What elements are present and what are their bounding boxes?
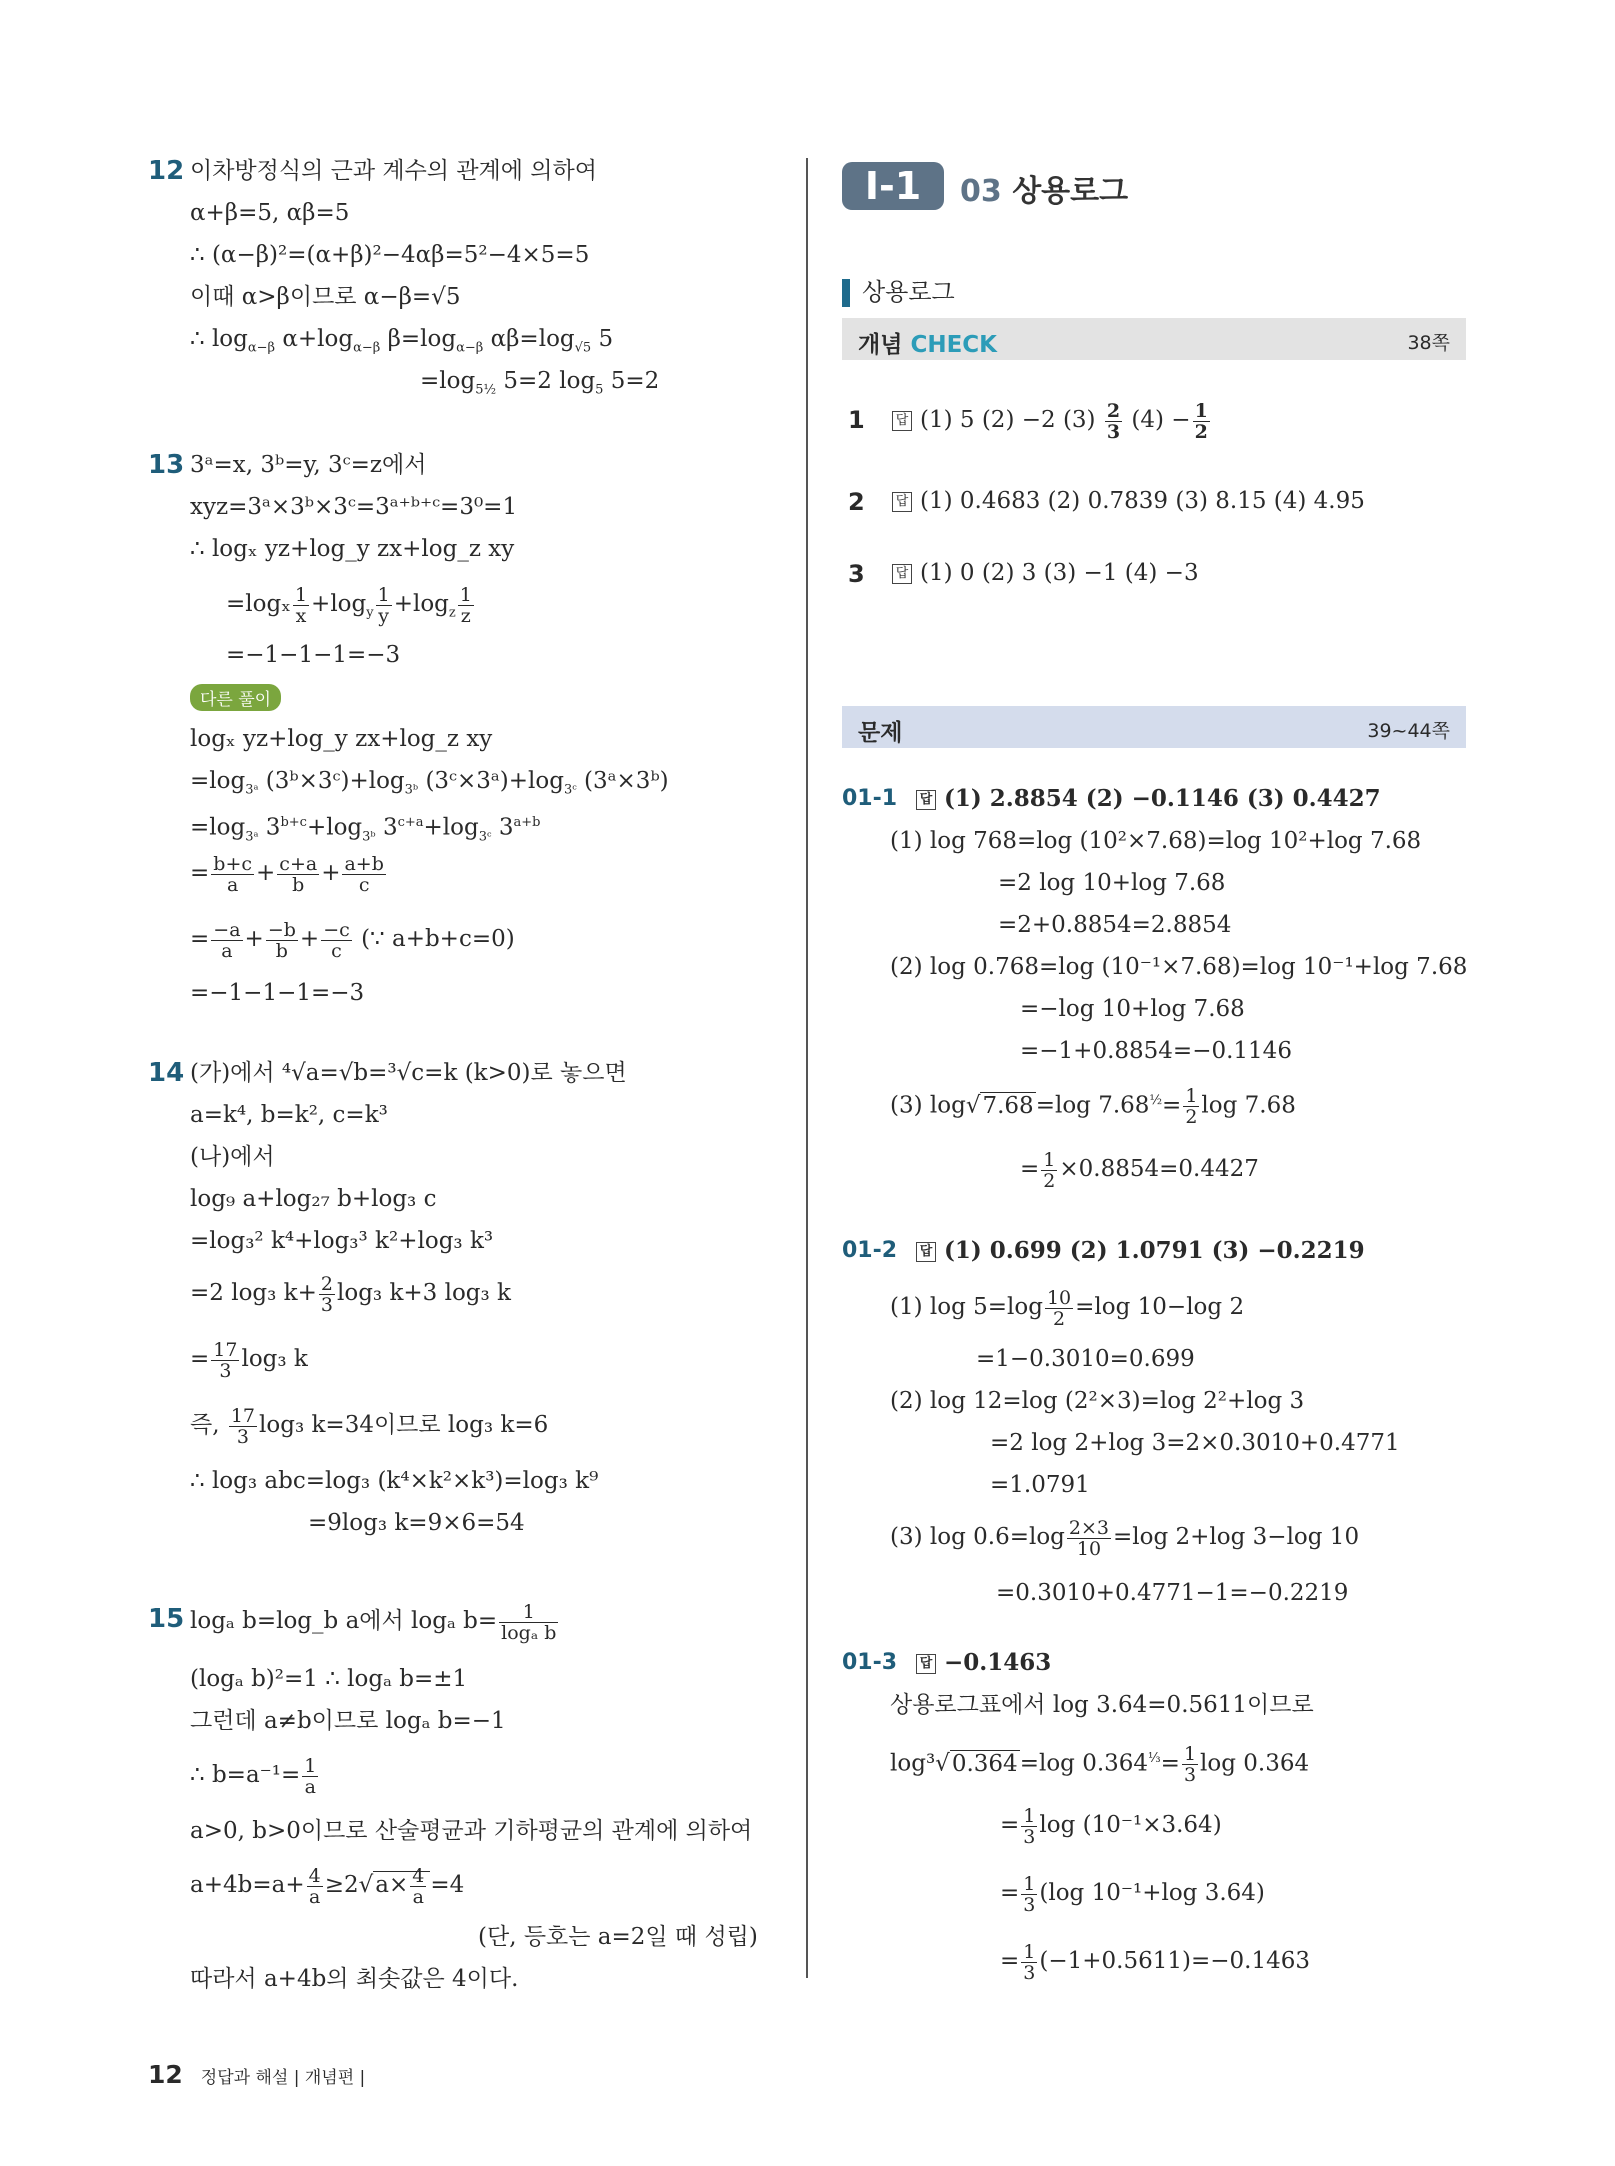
math-line: $=\log_{3ᵃ}$ $(3ᵇ\times 3ᶜ)+\log_{3ᵇ}$ $(3ᶜ\times 3ᵃ)+\log_{3ᶜ}$ (3ᵃ×3ᵇ) <box>190 768 669 798</box>
fraction: $\frac{2\times 3}{10}$ <box>1068 1516 1110 1560</box>
page-footer <box>148 2060 365 2089</box>
math-line: ∴ $\log_{\alpha-\beta} \alpha+\log_{\alpha-\beta}$ $\beta=\log_{\alpha-\beta}$ $\alpha\beta=\log_{√5}$ 5 <box>190 326 614 356</box>
math-text: log <box>890 1750 926 1777</box>
fraction: $\frac{4}{a}$ <box>412 1864 425 1908</box>
footer-text: 정답과 해설 | 개념편 | <box>200 2068 366 2088</box>
text-line: (나)에서 <box>190 1144 275 1170</box>
section-heading-text: 상용로그 <box>862 278 955 306</box>
math-text: logₐ b=log_b a에서 logₐ b= <box>190 1608 498 1634</box>
note-text: (∵ a+b+c=0) <box>361 926 515 952</box>
problem-number-text: 01-1 <box>842 786 898 811</box>
fraction: $\frac{1}{z}$ <box>459 583 472 627</box>
math-line: = $\frac{1}{2}$ ×0.8854=0.4427 <box>1020 1148 1259 1192</box>
section-heading <box>842 272 955 307</box>
math-text: (log 10⁻¹+log 3.64) <box>1039 1880 1265 1906</box>
math-line: 이때 α>β이므로 α−β=√5 <box>190 284 461 310</box>
math-line: (logₐ b)²=1 ∴ logₐ b=±1 <box>190 1666 468 1692</box>
math-text: ∴ b=a⁻¹= <box>190 1762 301 1788</box>
math-text: ∴ log <box>190 326 248 352</box>
fraction: $\frac{17}{3}$ <box>230 1404 256 1448</box>
answer-mark-icon: 답 <box>892 564 912 584</box>
math-line: =2+0.8854=2.8854 <box>998 912 1232 938</box>
math-line: =−1+0.8854=−0.1146 <box>1020 1038 1292 1064</box>
math-line: logₓ yz+log_y zx+log_z xy <box>190 726 493 752</box>
math-text: (1) log 5=log <box>890 1294 1043 1320</box>
unit-number: 03 <box>960 174 1002 209</box>
check-number: 3 <box>848 560 865 588</box>
check-number: 2 <box>848 488 865 516</box>
problem-number <box>842 1650 897 1675</box>
answer-mark-icon: 답 <box>916 1654 936 1674</box>
math-text: =log 2+log 3−log 10 <box>1113 1524 1360 1550</box>
answer-text: (1) 5 (2) −2 (3) <box>920 407 1096 433</box>
fraction: $\frac{1}{3}$ <box>1023 1940 1036 1984</box>
math-text: =log <box>420 368 476 394</box>
math-line: xyz=3ᵃ×3ᵇ×3ᶜ=3ᵃ⁺ᵇ⁺ᶜ=3⁰=1 <box>190 494 518 520</box>
answer-text: −0.1463 <box>944 1649 1052 1676</box>
text-line: 상용로그표에서 log 3.64=0.5611이므로 <box>890 1692 1314 1718</box>
math-line: = $\frac{1}{3}$ (log 10⁻¹+log 3.64) <box>1000 1872 1265 1916</box>
answer-text: (4) − <box>1131 407 1191 433</box>
problem-number: 12 <box>148 156 185 186</box>
answer-mark-icon: 답 <box>892 492 912 512</box>
concept-check-title <box>858 326 997 359</box>
problem-number-text: 01-2 <box>842 1238 898 1263</box>
math-line: $=\log_{5\frac{1}{2}}$ 5=2 $\log_5 5=2$ <box>420 368 660 398</box>
fraction: $\frac{1}{3}$ <box>1023 1804 1036 1848</box>
math-line: = $\frac{17}{3}$ log₃ k <box>190 1338 308 1382</box>
math-line: $=\log_{3ᵃ}$ $3^{b+c}+\log_{3ᵇ}$ $3^{c+a}+\log_{3ᶜ}$ $3^{a+b}$ <box>190 814 541 845</box>
fraction: $\frac{a+b}{c}$ <box>344 852 384 896</box>
math-text: (3) log 0.6=log <box>890 1524 1065 1550</box>
math-text: =log 10−log 2 <box>1075 1294 1245 1320</box>
fraction: $\frac{1}{2}$ <box>1185 1085 1198 1129</box>
math-line: ∴ logₓ yz+log_y zx+log_z xy <box>190 536 515 562</box>
fraction: $\frac{10}{2}$ <box>1046 1286 1072 1330</box>
fraction: $\frac{2}{3}$ <box>1106 399 1121 443</box>
math-text: (3) log <box>890 1092 966 1119</box>
problem-number <box>842 786 897 811</box>
math-line: log₉ a+log₂₇ b+log₃ c <box>190 1186 437 1212</box>
math-line: =1−0.3010=0.699 <box>976 1346 1195 1372</box>
math-line: (2) log 12=log (2²×3)=log 2²+log 3 <box>890 1388 1305 1414</box>
page-ref: 38쪽 <box>1407 332 1450 354</box>
fraction: $\frac{1}{3}$ <box>1023 1872 1036 1916</box>
note-text: (단, 등호는 a=2일 때 성립) <box>478 1924 758 1950</box>
fraction: $\frac{1}{x}$ <box>294 583 308 627</box>
math-line: = $\frac{-a}{a}$ + $\frac{-b}{b}$ + $\frac{-c}{c}$ (∵ a+b+c=0) <box>190 918 515 962</box>
answer-line <box>892 486 1365 516</box>
unit-title <box>960 166 1128 210</box>
math-line: a+4b=a+ $\frac{4}{a}$ ≥2√a× $\frac{4}{a}$ =4 <box>190 1864 465 1908</box>
math-line: =9log₃ k=9×6=54 <box>308 1510 525 1536</box>
math-text: 즉, <box>190 1412 220 1438</box>
math-line <box>190 1598 560 1644</box>
concept-check-bar <box>842 318 1466 360</box>
math-line: =logₓ $\frac{1}{x}$ $+\log_y$ $\frac{1}{y}$ $+\log_z$ $\frac{1}{z}$ <box>226 583 472 627</box>
answer-line <box>916 1648 1051 1678</box>
fraction: $\frac{2}{3}$ <box>320 1272 333 1316</box>
math-line: (2) log 0.768=log (10⁻¹×7.68)=log 10⁻¹+log 7.68 <box>890 954 1468 980</box>
math-line <box>190 1402 548 1448</box>
math-line: =log₃² k⁴+log₃³ k²+log₃ k³ <box>190 1228 494 1254</box>
math-line: =2 log₃ k+ $\frac{2}{3}$ log₃ k+3 log₃ k <box>190 1272 511 1316</box>
fraction: $\frac{1}{a}$ <box>304 1754 317 1798</box>
text-line: 이차방정식의 근과 계수의 관계에 의하여 <box>190 158 597 184</box>
problem-number: 15 <box>148 1604 185 1634</box>
problem-number <box>842 1238 897 1263</box>
math-line: =−log 10+log 7.68 <box>1020 996 1245 1022</box>
problem-number-text: 01-3 <box>842 1650 898 1675</box>
page-number: 12 <box>148 2060 183 2089</box>
fraction: $\frac{-a}{a}$ <box>213 918 241 962</box>
bar-title-accent: CHECK <box>910 332 997 358</box>
problem-number: 14 <box>148 1058 185 1088</box>
bar-title-text: 개념 <box>858 332 911 358</box>
fraction: $\frac{1}{3}$ <box>1183 1743 1197 1787</box>
math-line <box>890 1514 1359 1560</box>
math-text: a+4b=a+ <box>190 1872 305 1898</box>
fraction: $\frac{c+a}{b}$ <box>279 852 318 896</box>
text-line: 따라서 a+4b의 최솟값은 4이다. <box>190 1966 519 1992</box>
math-text: ×0.8854=0.4427 <box>1059 1156 1259 1182</box>
column-divider <box>806 158 808 1978</box>
math-line: 그런데 a≠b이므로 logₐ b=−1 <box>190 1708 506 1734</box>
section-marker-icon <box>842 279 850 307</box>
math-line: =2 log 10+log 7.68 <box>998 870 1226 896</box>
math-text: log (10⁻¹×3.64) <box>1039 1812 1222 1838</box>
math-line: =1.0791 <box>990 1472 1090 1498</box>
problem-number: 13 <box>148 450 185 480</box>
fraction: $\frac{1}{2}$ <box>1043 1148 1056 1192</box>
answer-text: (1) 2.8854 (2) −0.1146 (3) 0.4427 <box>944 785 1381 812</box>
answer-mark-icon: 답 <box>916 1242 936 1262</box>
fraction: $\frac{4}{a}$ <box>308 1864 321 1908</box>
answer-line <box>916 1236 1365 1266</box>
answer-text: (1) 0 (2) 3 (3) −1 (4) −3 <box>920 560 1199 586</box>
math-line: 3ᵃ=x, 3ᵇ=y, 3ᶜ=z에서 <box>190 452 427 478</box>
math-text: ≥2 <box>324 1872 359 1898</box>
math-line: (1) log 768=log (10²×7.68)=log 10²+log 7.68 <box>890 828 1422 854</box>
math-line <box>190 1752 320 1798</box>
math-line: (가)에서 ⁴√a=√b=³√c=k (k>0)로 놓으면 <box>190 1060 627 1086</box>
math-line: (3) log√7.68=log $7.68^{\frac{1}{2}}=$ $\frac{1}{2}$ log 7.68 <box>890 1085 1296 1129</box>
math-text: log₃ k=34이므로 log₃ k=6 <box>259 1412 549 1438</box>
page-ref: 39~44쪽 <box>1367 720 1450 742</box>
math-line: =−1−1−1=−3 <box>226 642 401 668</box>
answer-line <box>892 396 1212 444</box>
math-line <box>890 1284 1244 1330</box>
text-line: a>0, b>0이므로 산술평균과 기하평균의 관계에 의하여 <box>190 1818 753 1844</box>
unit-title-text: 상용로그 <box>1012 174 1129 209</box>
math-line: = $\frac{1}{3}$ (−1+0.5611)=−0.1463 <box>1000 1940 1310 1984</box>
math-line: ∴ log₃ abc=log₃ (k⁴×k²×k³)=log₃ k⁹ <box>190 1468 599 1494</box>
alt-solution-badge: 다른 풀이 <box>190 684 281 711</box>
fraction: $\frac{1}{2}$ <box>1194 399 1208 443</box>
math-line: = $\frac{1}{3}$ log (10⁻¹×3.64) <box>1000 1804 1222 1848</box>
fraction: $\frac{1}{\text{logₐ b}}$ <box>501 1600 557 1644</box>
problem-bar <box>842 706 1466 748</box>
answer-mark-icon: 답 <box>916 790 936 810</box>
math-text: (−1+0.5611)=−0.1463 <box>1039 1948 1310 1974</box>
math-line: α+β=5, αβ=5 <box>190 200 350 226</box>
answer-text: (1) 0.699 (2) 1.0791 (3) −0.2219 <box>944 1237 1365 1264</box>
fraction: $\frac{1}{y}$ <box>377 583 390 627</box>
check-number: 1 <box>848 406 865 434</box>
fraction: $\frac{17}{3}$ <box>213 1338 238 1382</box>
answer-mark-icon: 답 <box>892 411 912 431</box>
math-line: ∴ (α−β)²=(α+β)²−4αβ=5²−4×5=5 <box>190 242 590 268</box>
unit-badge: Ⅰ-1 <box>842 162 944 210</box>
fraction: $\frac{-b}{b}$ <box>267 918 296 962</box>
math-line: =−1−1−1=−3 <box>190 980 365 1006</box>
math-line: = $\frac{b+c}{a}$ + $\frac{c+a}{b}$ + $\frac{a+b}{c}$ <box>190 852 384 896</box>
math-line: log³√0.364=log $0.364^{\frac{1}{3}}=$ $\frac{1}{3}$ log 0.364 <box>890 1743 1310 1787</box>
problem-bar-title: 문제 <box>858 720 903 746</box>
math-line: =0.3010+0.4771−1=−0.2219 <box>996 1580 1349 1606</box>
fraction: $\frac{b+c}{a}$ <box>213 852 253 896</box>
answer-line <box>916 784 1381 814</box>
math-line: =2 log 2+log 3=2×0.3010+0.4771 <box>990 1430 1400 1456</box>
fraction: $\frac{-c}{c}$ <box>323 918 350 962</box>
answer-line <box>892 558 1199 588</box>
answer-text: (1) 0.4683 (2) 0.7839 (3) 8.15 (4) 4.95 <box>920 488 1365 514</box>
math-line: a=k⁴, b=k², c=k³ <box>190 1102 388 1128</box>
